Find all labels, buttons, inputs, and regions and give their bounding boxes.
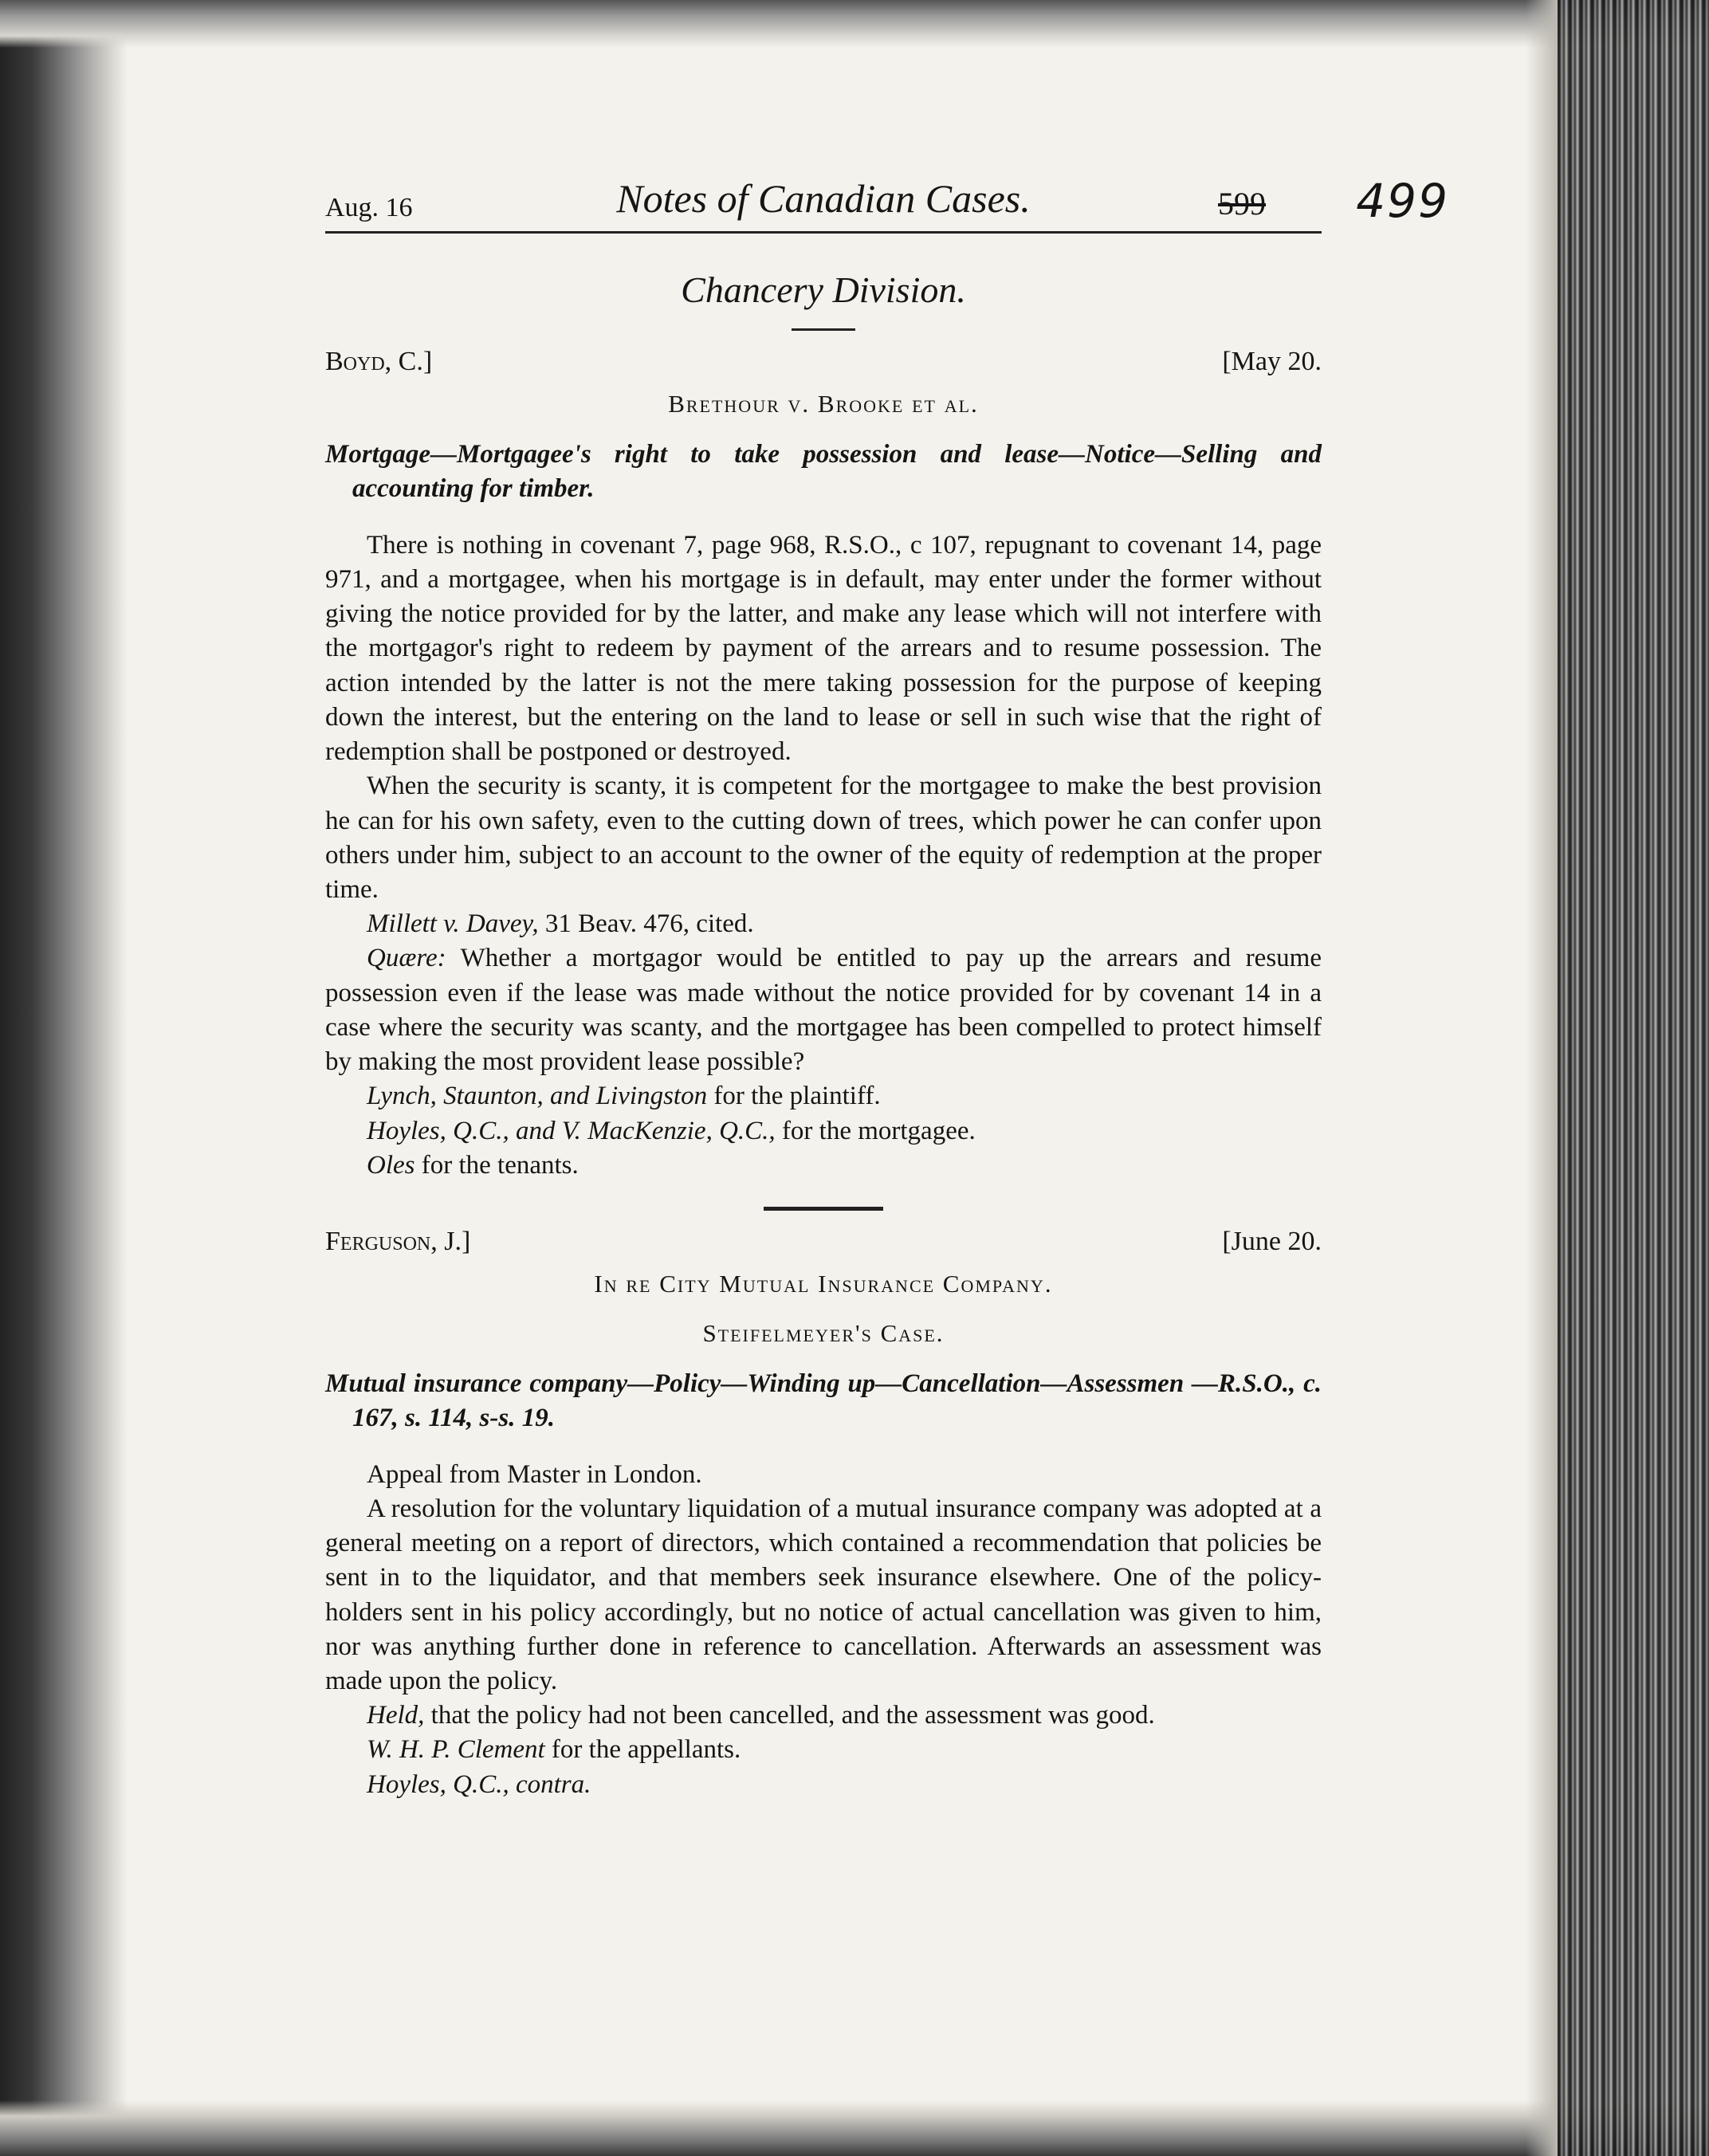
- case1-cited-rest: 31 Beav. 476, cited.: [538, 909, 754, 939]
- case2-subname: Steifelmeyer's Case.: [702, 1318, 945, 1347]
- case2-judge-line: [325, 1227, 1322, 1267]
- scan-edge-left: [0, 0, 128, 2156]
- case2-held-text: that the policy had not been cancelled, and the assessment was good.: [424, 1701, 1155, 1730]
- counsel-role: for the appellants.: [544, 1735, 741, 1765]
- case1-cited: [325, 907, 1322, 941]
- case2-paragraph-2: A resolution for the voluntary liquidation of a mutual insurance company was adopted at a general meeting on a report of directors, which contained a recommendation that policies be sent in to the liquidator, and that members seek insurance elsewhere. One of the policy-holders sent in his policy accordingly, but no notice of actual cancellation was given to him, nor was anything further done in reference to cancellation. Afterwards an assessment was made upon the policy.: [325, 1494, 1322, 1696]
- case1-quaere-text: Whether a mortgagor would be entitled to pay up the arrears and resume possession even if the lease was made without the notice provided for by covenant 14 in a case where the security was scanty, and the mortgagee has been compelled to protect himself by making the most provident lease possible?: [325, 944, 1322, 1077]
- case2-held: [325, 1698, 1322, 1733]
- case1-name: Brethour v. Brooke et al.: [668, 390, 979, 418]
- case2-name: In re City Mutual Insurance Company.: [594, 1269, 1053, 1298]
- case1-counsel-3: [325, 1149, 1322, 1183]
- counsel-names: Oles: [367, 1150, 415, 1180]
- counsel-role: for the plaintiff.: [707, 1082, 881, 1111]
- section-title: Chancery Division.: [681, 269, 966, 310]
- case1-quaere: [325, 941, 1322, 1079]
- scan-edge-bottom: [0, 2100, 1709, 2156]
- running-head-date: Aug. 16: [325, 193, 413, 222]
- case2-held-label: Held,: [367, 1701, 425, 1730]
- running-head-title: Notes of Canadian Cases.: [616, 176, 1031, 221]
- counsel-names: Hoyles, Q.C., and V. MacKenzie, Q.C.,: [367, 1116, 776, 1145]
- case1-counsel-2: [325, 1114, 1322, 1149]
- case2-paragraph-1: Appeal from Master in London.: [367, 1459, 702, 1489]
- scan-edge-right: [1558, 0, 1709, 2156]
- case2-counsel-1: [325, 1733, 1322, 1767]
- case1-counsel-1: [325, 1079, 1322, 1113]
- divider: [792, 328, 855, 331]
- case2-counsel-2: [325, 1768, 1322, 1802]
- scan-edge-right-shadow: [1526, 0, 1558, 2156]
- case-divider: [764, 1207, 883, 1211]
- page-number-handwritten: 499: [1356, 174, 1449, 228]
- case1-paragraph-2: When the security is scanty, it is competent for the mortgagee to make the best provision he can for his own safety, even to the cutting down of trees, which power he can confer upon others under him, subject to an account to the owner of the equity of redemption at the proper time.: [325, 772, 1322, 904]
- counsel-role: for the mortgagee.: [775, 1116, 976, 1145]
- case1-paragraph-1: There is nothing in covenant 7, page 968, R.S.O., c 107, repugnant to covenant 14, page 971, and a mortgagee, when his mortgage is in default, may enter under the former without giving the notice provided for by the latter, and make any lease which will not interfere with the mortgagor's right to redeem by payment of the arrears and to resume possession. The action intended by the latter is not the mere taking possession for the purpose of keeping down the interest, but the entering on the land to lease or sell in such wise that the right of redemption shall be postponed or destroyed.: [325, 530, 1322, 767]
- counsel-names: Lynch, Staunton, and Livingston: [367, 1082, 708, 1111]
- running-head: [325, 174, 1449, 234]
- case1-judge: Boyd, C.]: [325, 347, 433, 376]
- page-number-struck: 599: [1218, 186, 1266, 222]
- case1-date: [May 20.: [1222, 347, 1322, 376]
- scan-edge-top: [0, 0, 1709, 48]
- case2-headnote: Mutual insurance company—Policy—Winding up—Cancellation—Assessmen —R.S.O., c. 167, s. 114, s-s. 19.: [325, 1369, 1322, 1432]
- case1-cited-case: Millett v. Davey,: [367, 909, 539, 939]
- case1-judge-line: [325, 347, 1322, 387]
- counsel-names: W. H. P. Clement: [367, 1735, 545, 1765]
- counsel-names: Hoyles, Q.C.,: [367, 1769, 509, 1799]
- case1-headnote: Mortgage—Mortgagee's right to take possession and lease—Notice—Selling and accounting for timber.: [325, 440, 1322, 503]
- case1-quaere-label: Quære:: [367, 944, 446, 973]
- document-page: [325, 174, 1449, 1802]
- counsel-role: for the tenants.: [414, 1150, 579, 1180]
- counsel-role: contra.: [509, 1769, 591, 1799]
- case2-judge: Ferguson, J.]: [325, 1226, 471, 1256]
- case2-date: [June 20.: [1222, 1226, 1322, 1256]
